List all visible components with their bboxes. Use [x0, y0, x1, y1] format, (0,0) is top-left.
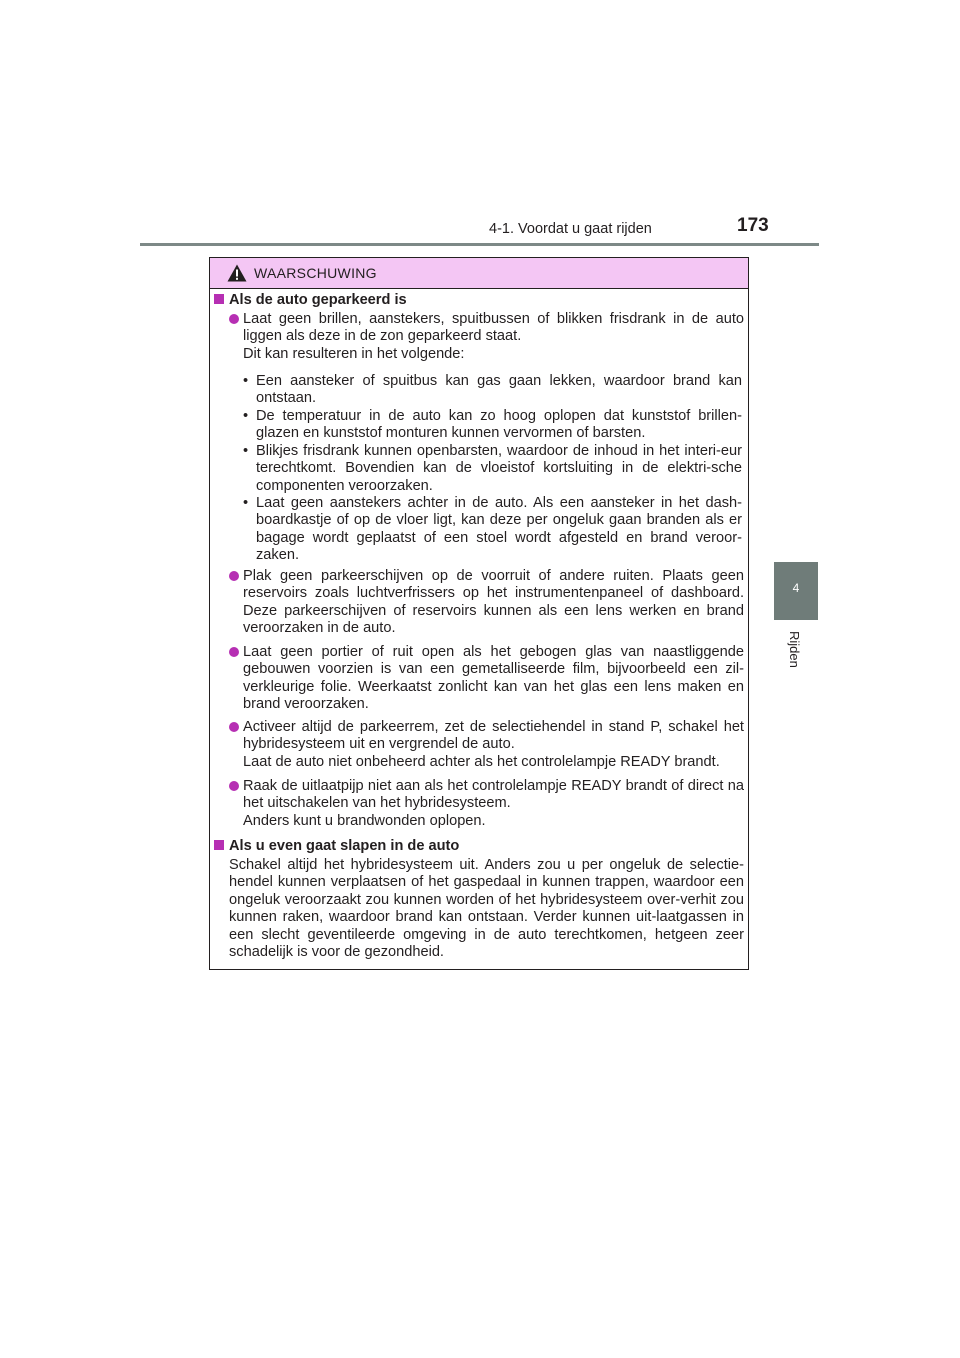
section-heading-text: Als de auto geparkeerd is — [229, 292, 407, 308]
bullet-text: Activeer altijd de parkeerrem, zet de selectiehendel in stand P, schakel het hybridesysteem uit en vergrendel de auto. — [243, 719, 744, 753]
chapter-label: Rijden — [787, 631, 802, 668]
square-bullet-icon — [214, 840, 224, 850]
warning-header — [210, 258, 748, 289]
bullet-text: Plak geen parkeerschijven op de voorruit of andere ruiten. Plaats geen reservoirs zoals luchtverfrissers op het instrumentenpaneel of dashboard. Deze parkeerschijven of reservoirs kunnen als een lens werken en brand veroorzaken in de auto. — [243, 568, 744, 637]
warning-box — [209, 257, 749, 970]
sub-item-text: Blikjes frisdrank kunnen openbarsten, waardoor de inhoud in het interi-eur terechtkomt. Bovendien kan de vloeistof kortsluiting in de elektri-sche componenten veroorzaken. — [256, 443, 742, 494]
round-bullet-icon — [229, 314, 239, 324]
sub-item-mark: • — [243, 373, 249, 389]
bullet-note: Dit kan resulteren in het volgende: — [243, 345, 465, 362]
round-bullet-icon — [229, 781, 239, 791]
section-heading-sleeping — [214, 838, 459, 855]
sub-item-mark: • — [243, 443, 249, 459]
header-section-title: 4-1. Voordat u gaat rijden — [489, 221, 652, 237]
page-number: 173 — [737, 215, 769, 236]
section-heading-parked — [214, 292, 407, 309]
square-bullet-icon — [214, 294, 224, 304]
bullet-text: Raak de uitlaatpijp niet aan als het controlelampje READY brandt of direct na het uitschakelen van het hybridesysteem. — [243, 778, 744, 812]
bullet-note: Laat de auto niet onbeheerd achter als het controlelampje READY brandt. — [243, 753, 720, 770]
bullet-item — [229, 644, 744, 714]
round-bullet-icon — [229, 647, 239, 657]
sub-item-text: De temperatuur in de auto kan zo hoog oplopen dat kunststof brillen-glazen en kunststof monturen kunnen vervormen of barsten. — [256, 408, 742, 442]
sub-item-text: Een aansteker of spuitbus kan gas gaan lekken, waardoor brand kan ontstaan. — [256, 373, 742, 407]
chapter-tab — [774, 562, 818, 620]
round-bullet-icon — [229, 722, 239, 732]
sub-item-text: Laat geen aanstekers achter in de auto. Als een aansteker in het dash-boardkastje of op de vloer ligt, kan deze per ongeluk gaan branden als er bagage wordt geplaatst of een stoel wordt afgesteld en brand veroor-zaken. — [256, 495, 742, 564]
round-bullet-icon — [229, 571, 239, 581]
bullet-item — [229, 568, 744, 638]
sub-item-mark: • — [243, 495, 249, 511]
bullet-text: Laat geen brillen, aanstekers, spuitbussen of blikken frisdrank in de auto liggen als deze in de zon geparkeerd staat. — [243, 311, 744, 345]
section-heading-text: Als u even gaat slapen in de auto — [229, 838, 460, 854]
bullet-item — [229, 719, 744, 771]
section-body: Schakel altijd het hybridesysteem uit. Anders zou u per ongeluk de selectie-hendel kunnen verplaatsen of het gaspedaal in kunnen trappen, waardoor een ongeluk veroorzaakt zou kunnen worden of het hybridesysteem over-verhit zou kunnen raken, waardoor brand kan ontstaan. Verder kunnen uit-laatgassen in een slecht geventileerde omgeving in de auto terechtkomen, hetgeen zeer schadelijk is voor de gezondheid. — [229, 857, 744, 961]
bullet-item — [229, 311, 744, 363]
sub-item — [243, 443, 742, 495]
chapter-number: 4 — [792, 581, 800, 595]
sub-item — [243, 373, 742, 408]
sub-item-mark: • — [243, 408, 249, 424]
warning-title: WAARSCHUWING — [254, 265, 377, 281]
bullet-text: Laat geen portier of ruit open als het gebogen glas van naastliggende gebouwen voorzien is van een gemetalliseerde film, bijvoorbeeld een zil-verkleurige folie. Weerkaatst zonlicht kan van het glas een lens maken en brand veroorzaken. — [243, 644, 744, 713]
bullet-note: Anders kunt u brandwonden oplopen. — [243, 812, 486, 829]
bullet-item — [229, 778, 744, 830]
header-rule — [140, 243, 819, 246]
sub-item — [243, 495, 742, 565]
warning-triangle-icon — [227, 264, 247, 282]
sub-item — [243, 408, 742, 443]
